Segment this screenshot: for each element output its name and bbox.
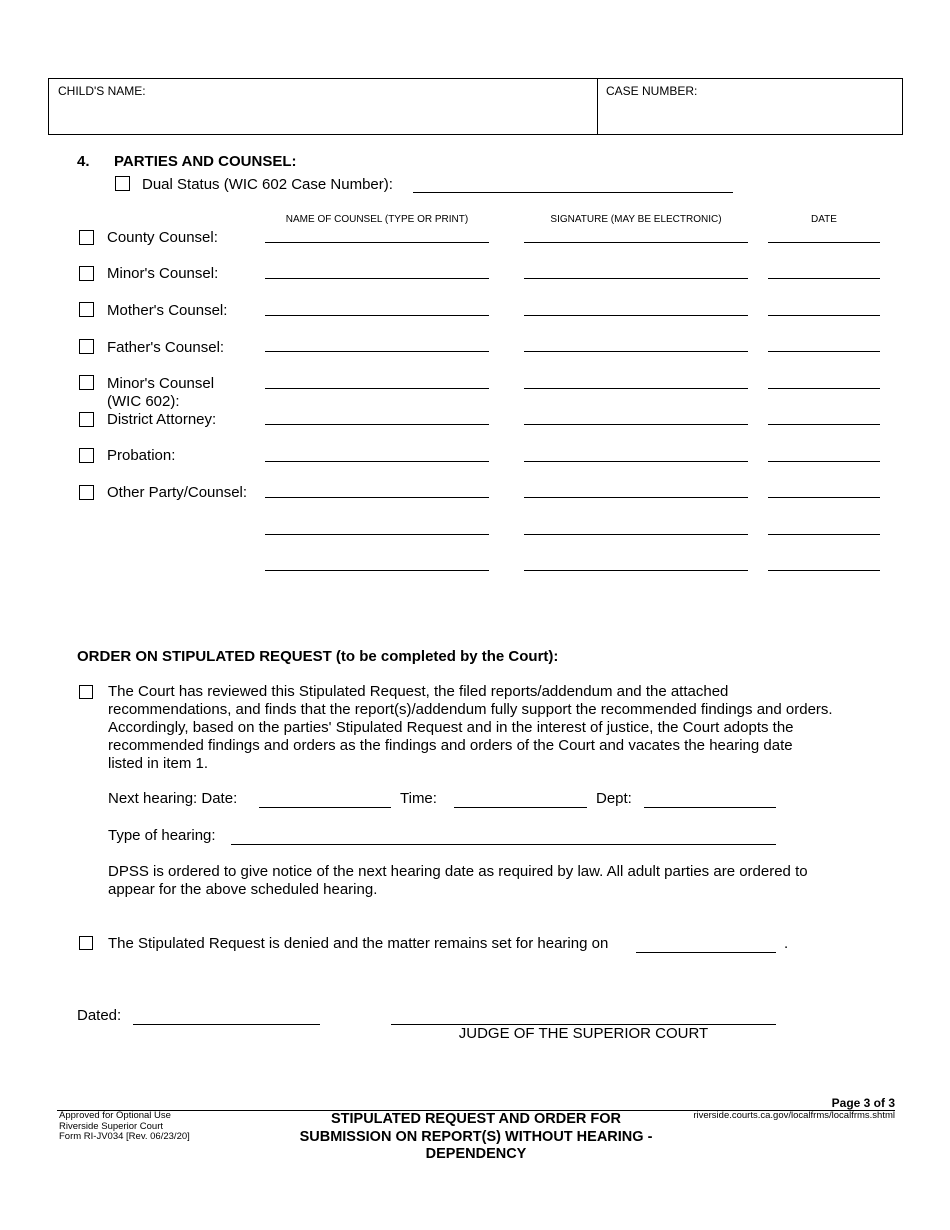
signature-line[interactable]	[524, 242, 748, 243]
date-line[interactable]	[768, 570, 880, 571]
section-title: PARTIES AND COUNSEL:	[114, 153, 297, 170]
date-line[interactable]	[768, 242, 880, 243]
child-name-label: CHILD'S NAME:	[58, 84, 146, 98]
order-granted-line: recommended findings and orders as the findings and orders of the Court and vacates the hearing date	[108, 737, 793, 754]
dpss-notice-line: DPSS is ordered to give notice of the next hearing date as required by law. All adult parties are ordered to	[108, 863, 808, 880]
name-line[interactable]	[265, 351, 489, 352]
name-line[interactable]	[265, 242, 489, 243]
time-line[interactable]	[454, 807, 587, 808]
signature-line[interactable]	[524, 497, 748, 498]
date-line[interactable]	[768, 497, 880, 498]
section-number: 4.	[77, 153, 90, 170]
order-granted-checkbox[interactable]	[79, 685, 93, 699]
other-party-checkbox[interactable]	[79, 485, 94, 500]
signature-line[interactable]	[524, 424, 748, 425]
dated-line[interactable]	[133, 1024, 320, 1025]
form-title-line: STIPULATED REQUEST AND ORDER FOR	[330, 1111, 621, 1127]
denied-period: .	[784, 935, 789, 952]
order-granted-line: The Court has reviewed this Stipulated Request, the filed reports/addendum and the attached	[108, 683, 729, 700]
minors-counsel-602-label-cont: (WIC 602):	[107, 393, 180, 410]
signature-line[interactable]	[524, 278, 748, 279]
minors-counsel-602-label: Minor's Counsel	[107, 375, 215, 392]
order-title: ORDER ON STIPULATED REQUEST (to be completed by the Court):	[77, 648, 559, 665]
next-hearing-date-label: Next hearing: Date:	[108, 790, 238, 807]
name-line[interactable]	[265, 278, 489, 279]
name-line[interactable]	[265, 424, 489, 425]
approved-text	[59, 1111, 190, 1143]
order-denied-checkbox[interactable]	[79, 936, 93, 950]
minors-counsel-label: Minor's Counsel:	[107, 265, 219, 282]
name-line[interactable]	[265, 388, 489, 389]
column-header-name: NAME OF COUNSEL (TYPE OR PRINT)	[285, 214, 469, 225]
district-attorney-label: District Attorney:	[107, 411, 217, 428]
fathers-counsel-label: Father's Counsel:	[107, 339, 225, 356]
name-line[interactable]	[265, 534, 489, 535]
dated-label: Dated:	[77, 1007, 122, 1024]
name-line[interactable]	[265, 497, 489, 498]
denied-hearing-date-line[interactable]	[636, 952, 776, 953]
dept-line[interactable]	[644, 807, 776, 808]
order-granted-line: recommendations, and finds that the report(s)/addendum fully support the recommended findings and orders.	[108, 701, 833, 718]
date-line[interactable]	[768, 461, 880, 462]
header-box	[48, 78, 903, 135]
column-header-signature: SIGNATURE (MAY BE ELECTRONIC)	[550, 214, 722, 225]
district-attorney-checkbox[interactable]	[79, 412, 94, 427]
date-line[interactable]	[768, 315, 880, 316]
order-granted-line: Accordingly, based on the parties' Stipulated Request and in the interest of justice, the Court adopts the	[108, 719, 794, 736]
approved-line: Approved for Optional Use	[59, 1110, 171, 1121]
name-line[interactable]	[265, 570, 489, 571]
page-number: Page 3 of 3	[831, 1096, 895, 1110]
county-counsel-label: County Counsel:	[107, 229, 218, 246]
header-divider	[597, 79, 598, 134]
mothers-counsel-checkbox[interactable]	[79, 302, 94, 317]
order-granted-text	[108, 683, 833, 773]
column-header-date: DATE	[811, 214, 837, 225]
signature-line[interactable]	[524, 388, 748, 389]
form-title-line: DEPENDENCY	[425, 1146, 527, 1162]
minors-counsel-checkbox[interactable]	[79, 266, 94, 281]
date-line[interactable]	[768, 351, 880, 352]
approved-line: Riverside Superior Court	[59, 1120, 164, 1132]
type-of-hearing-line[interactable]	[231, 844, 776, 845]
approved-line: Form RI-JV034 [Rev. 06/23/20]	[59, 1131, 190, 1142]
dual-status-case-number-line[interactable]	[413, 192, 733, 193]
date-line[interactable]	[768, 278, 880, 279]
dual-status-label: Dual Status (WIC 602 Case Number):	[142, 176, 393, 193]
date-line[interactable]	[768, 388, 880, 389]
dpss-notice-line: appear for the above scheduled hearing.	[108, 881, 378, 898]
other-party-label: Other Party/Counsel:	[107, 484, 248, 501]
case-number-label: CASE NUMBER:	[606, 84, 698, 98]
mothers-counsel-label: Mother's Counsel:	[107, 302, 228, 319]
fathers-counsel-checkbox[interactable]	[79, 339, 94, 354]
signature-line[interactable]	[524, 315, 748, 316]
probation-checkbox[interactable]	[79, 448, 94, 463]
dpss-notice-text	[108, 863, 808, 899]
form-title-line: SUBMISSION ON REPORT(S) WITHOUT HEARING -	[299, 1128, 653, 1145]
signature-line[interactable]	[524, 570, 748, 571]
signature-line[interactable]	[524, 534, 748, 535]
name-line[interactable]	[265, 315, 489, 316]
court-url: riverside.courts.ca.gov/localfrms/localfrms.shtml	[693, 1110, 895, 1121]
type-of-hearing-label: Type of hearing:	[108, 827, 216, 844]
judge-label: JUDGE OF THE SUPERIOR COURT	[458, 1025, 709, 1042]
minors-counsel-602-checkbox[interactable]	[79, 375, 94, 390]
time-label: Time:	[400, 790, 437, 807]
order-denied-text: The Stipulated Request is denied and the matter remains set for hearing on	[108, 935, 609, 952]
dept-label: Dept:	[596, 790, 632, 807]
form-title	[250, 1111, 702, 1164]
signature-line[interactable]	[524, 461, 748, 462]
probation-label: Probation:	[107, 447, 176, 464]
signature-line[interactable]	[524, 351, 748, 352]
dual-status-checkbox[interactable]	[115, 176, 130, 191]
date-line[interactable]	[768, 534, 880, 535]
next-hearing-date-line[interactable]	[259, 807, 391, 808]
order-granted-line: listed in item 1.	[108, 755, 209, 772]
date-line[interactable]	[768, 424, 880, 425]
county-counsel-checkbox[interactable]	[79, 230, 94, 245]
name-line[interactable]	[265, 461, 489, 462]
